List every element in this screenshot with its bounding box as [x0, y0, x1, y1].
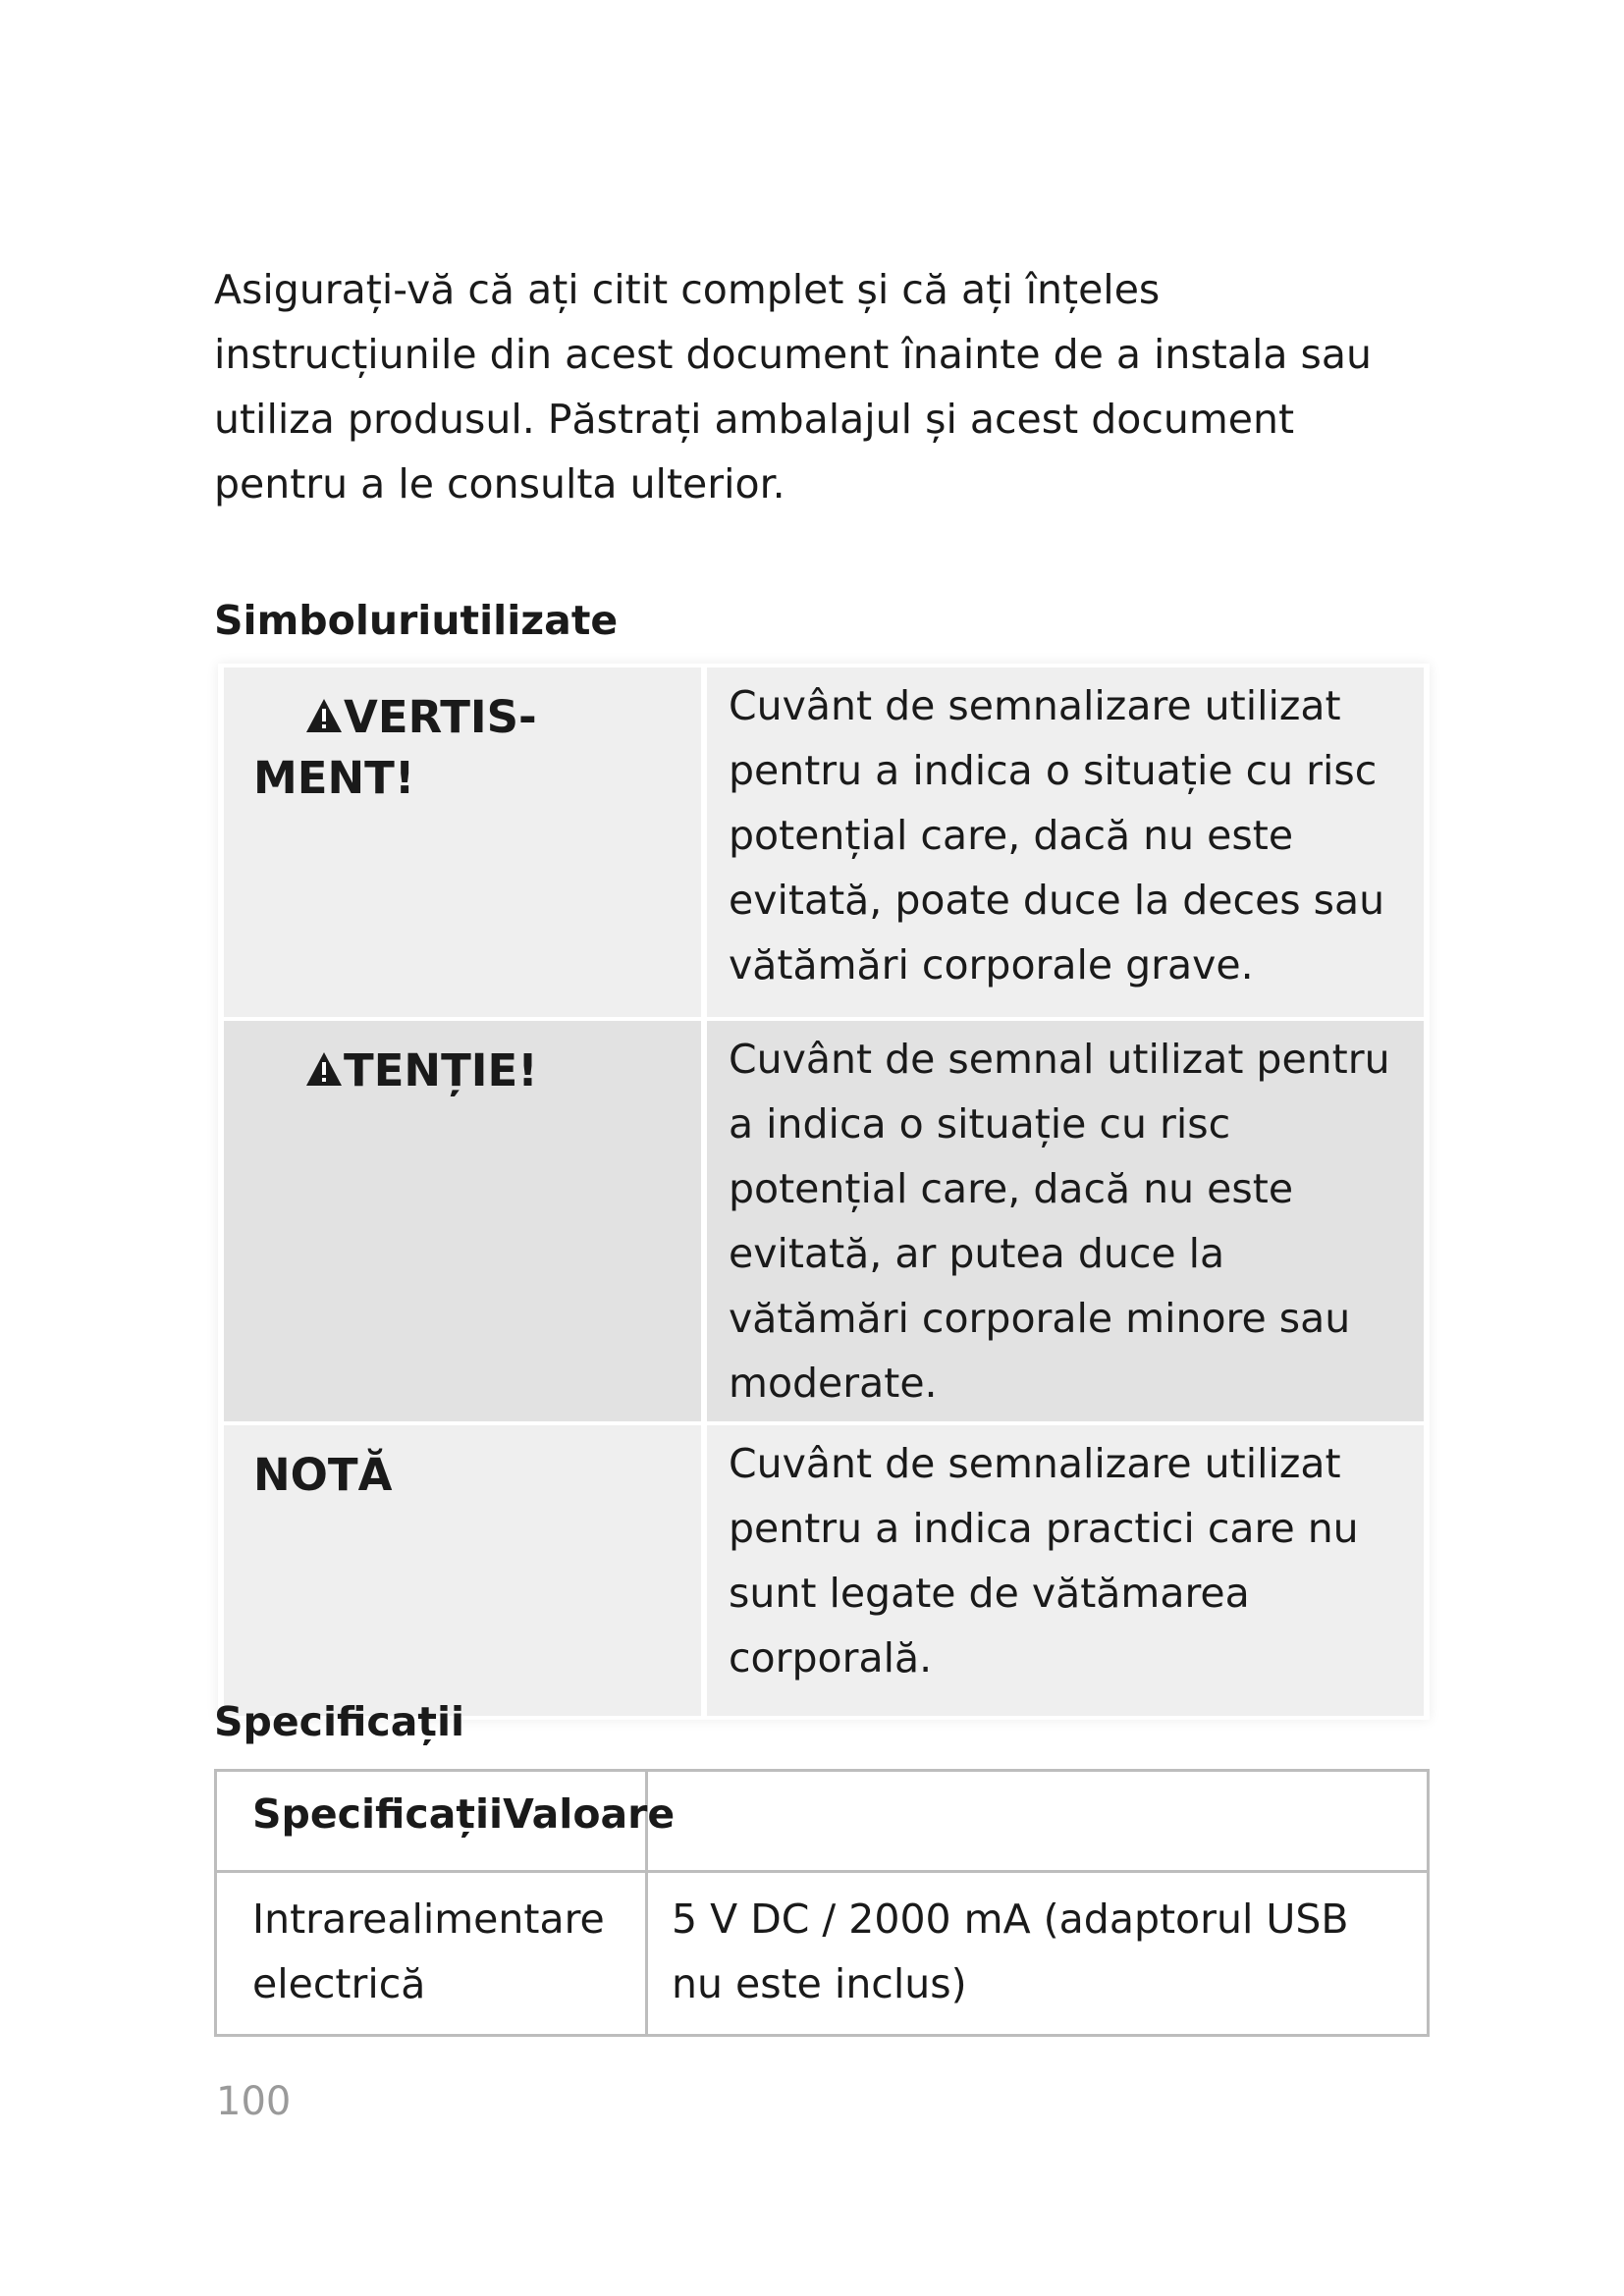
intro-paragraph: Asigurați-vă că ați citit complet și că ați înțeles instrucțiunile din acest document înainte de a instala sau utiliza produsul. Păstrați ambalajul și acest document pentru a le consulta ulterior. [214, 266, 1372, 507]
symbol-label-line2: MENT! [253, 752, 415, 804]
specs-table [214, 1769, 1430, 2037]
symbols-section-title: Simboluriutilizate [214, 597, 619, 644]
symbol-description: Cuvânt de semnalizare utilizat pentru a indica practici care nu sunt legate de vătămarea corporală. [707, 1425, 1424, 1716]
symbol-description: Cuvânt de semnalizare utilizat pentru a indica o situație cu risc potențial care, dacă nu este evitată, poate duce la deces sau vătămări corporale grave. [707, 667, 1424, 1017]
specs-header-col1: SpecificațiiValoare [216, 1771, 647, 1872]
symbols-table [218, 664, 1430, 1720]
specs-section-title: Specificații [214, 1698, 465, 1745]
spec-name: Intrarealimentare electrică [216, 1872, 647, 2036]
symbol-row-caution [224, 1021, 1424, 1421]
symbol-description: Cuvânt de semnal utilizat pentru a indica o situație cu risc potențial care, dacă nu este evitată, ar putea duce la vătămări corporale minore sau moderate. [707, 1021, 1424, 1421]
page-number: 100 [216, 2079, 292, 2124]
symbol-label-cell [224, 1021, 701, 1421]
symbol-row-note [224, 1425, 1424, 1716]
symbol-row-warning [224, 667, 1424, 1017]
symbol-label-cell [224, 1425, 701, 1716]
specs-header-col2 [647, 1771, 1429, 1872]
symbol-label: NOTĂ [253, 1449, 393, 1501]
table-row [216, 1872, 1429, 2036]
symbol-label-cell [224, 667, 701, 1017]
symbol-label-line1: VERTIS- [344, 691, 537, 743]
specs-header-row [216, 1771, 1429, 1872]
spec-value: 5 V DC / 2000 mA (adaptorul USB nu este inclus) [647, 1872, 1429, 2036]
symbol-label: TENȚIE! [344, 1044, 538, 1096]
